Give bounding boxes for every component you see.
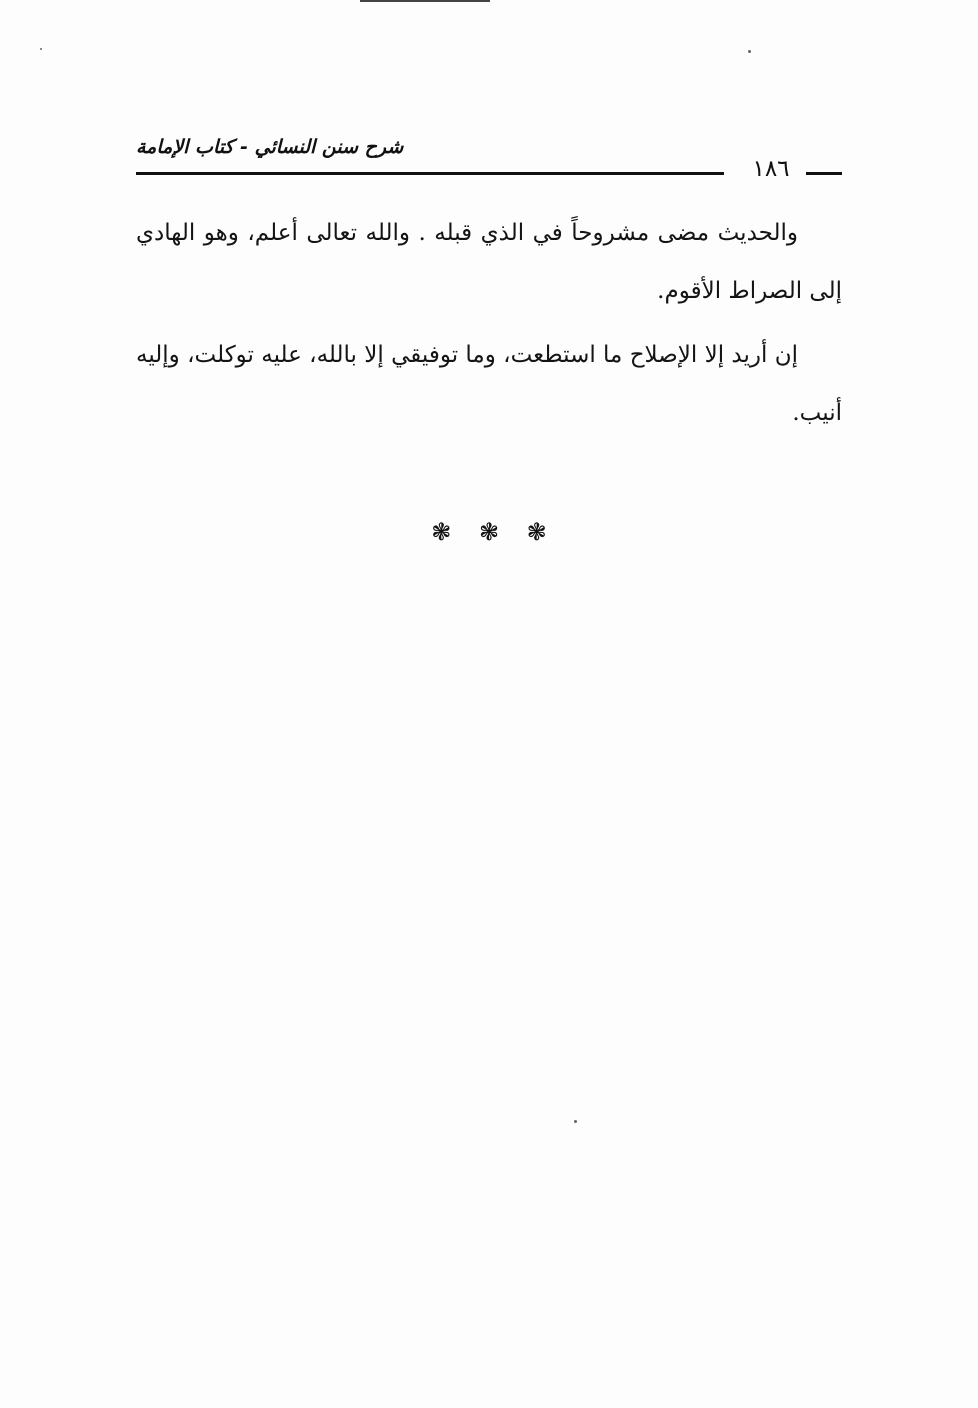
header-rule: [136, 172, 724, 175]
scan-speck: [574, 1120, 577, 1123]
section-separator: ❃ ❃ ❃: [431, 518, 547, 546]
running-title: شرح سنن النسائي - كتاب الإمامة: [136, 136, 404, 158]
paragraph: إن أريد إلا الإصلاح ما استطعت، وما توفيقي إلا بالله، عليه توكلت، وإليه أنيب.: [136, 342, 842, 426]
scan-top-edge-line: [360, 0, 490, 2]
page-number-dash: [806, 172, 842, 175]
scan-speck: [40, 48, 42, 50]
body-text: [136, 204, 842, 448]
page-number: ١٨٦: [752, 156, 790, 182]
scan-speck: [748, 50, 751, 53]
page-header: [136, 136, 842, 184]
paragraph: والحديث مضى مشروحاً في الذي قبله . والله تعالى أعلم، وهو الهادي إلى الصراط الأقوم.: [136, 220, 842, 304]
